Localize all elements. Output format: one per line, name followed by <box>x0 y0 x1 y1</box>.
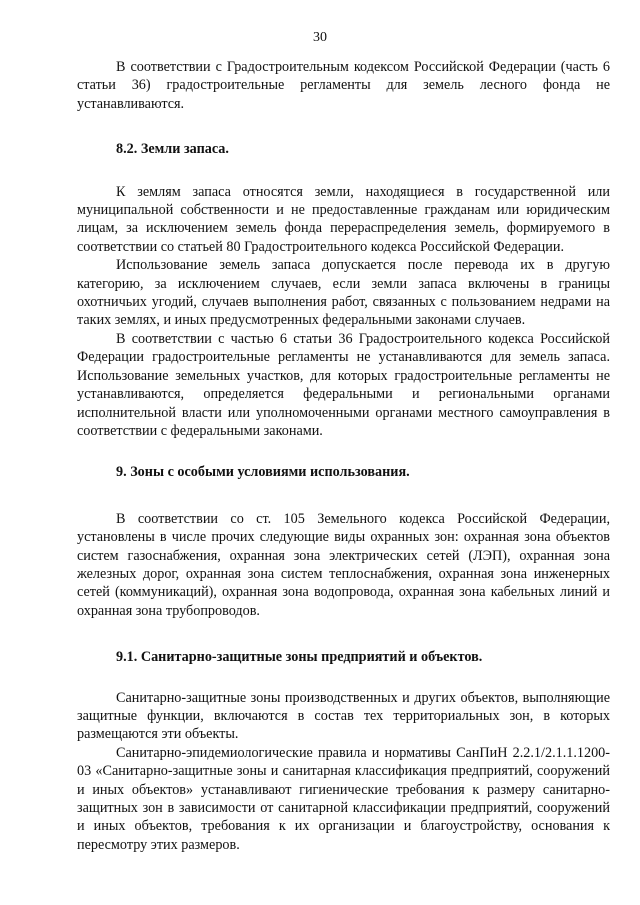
page-number: 30 <box>313 30 327 45</box>
section-9-heading: 9. Зоны с особыми условиями использования. <box>116 464 410 481</box>
section-8-2-paragraph-3: В соответствии с частью 6 статьи 36 Градостроительного кодекса Российской Федерации градостроительные регламенты не устанавливаются для земель запаса. Использование земельных участков, для которых градостроительные регламенты не устанавливаются, определяется федеральными и региональными органами исполнительной власти или уполномоченными органами местного самоуправления в соответствии с федеральными законами. <box>77 330 610 439</box>
section-9-paragraph-1: В соответствии со ст. 105 Земельного кодекса Российской Федерации, установлены в числе прочих следующие виды охранных зон: охранная зона объектов систем газоснабжения, охранная зона электрических сетей (ЛЭП), охранная зона железных дорог, охранная зона систем теплоснабжения, охранная зона инженерных сетей (коммуникаций), охранная зона водопровода, охранная зона кабельных линий и охранная зона трубопроводов. <box>77 510 610 619</box>
section-9-1-heading: 9.1. Санитарно-защитные зоны предприятий и объектов. <box>116 649 483 666</box>
section-9-1-paragraph-2: Санитарно-эпидемиологические правила и нормативы СанПиН 2.2.1/2.1.1.1200-03 «Санитарно-защитные зоны и санитарная классификация предприятий, сооружений и иных объектов» устанавливают гигиенические требования к размеру санитарно-защитных зон в зависимости от санитарной классификации предприятий, сооружений и иных объектов, требования к их организации и благоустройству, основания к пересмотру этих размеров. <box>77 744 610 853</box>
section-9-1-paragraph-1: Санитарно-защитные зоны производственных и других объектов, выполняющие защитные функции, включаются в состав тех территориальных зон, в которых размещаются эти объекты. <box>77 689 610 743</box>
section-8-2-paragraph-2: Использование земель запаса допускается после перевода их в другую категорию, за исключением случаев, если земли запаса включены в границы охотничьих угодий, случаев выполнения работ, связанных с пользованием недрами на таких землях, и иных предусмотренных федеральными законами случаев. <box>77 257 610 329</box>
document-body <box>77 58 610 854</box>
section-8-2-heading: 8.2. Земли запаса. <box>116 141 229 158</box>
intro-paragraph: В соответствии с Градостроительным кодексом Российской Федерации (часть 6 статьи 36) градостроительные регламенты для земель лесного фонда не устанавливаются. <box>77 59 610 112</box>
section-8-2-paragraph-1: К землям запаса относятся земли, находящиеся в государственной или муниципальной собственности и не предоставленные гражданам или юридическим лицам, за исключением земель фонда перераспределения земель, формируемого в соответствии со статьей 80 Градостроительного кодекса Российской Федерации. <box>77 183 610 255</box>
